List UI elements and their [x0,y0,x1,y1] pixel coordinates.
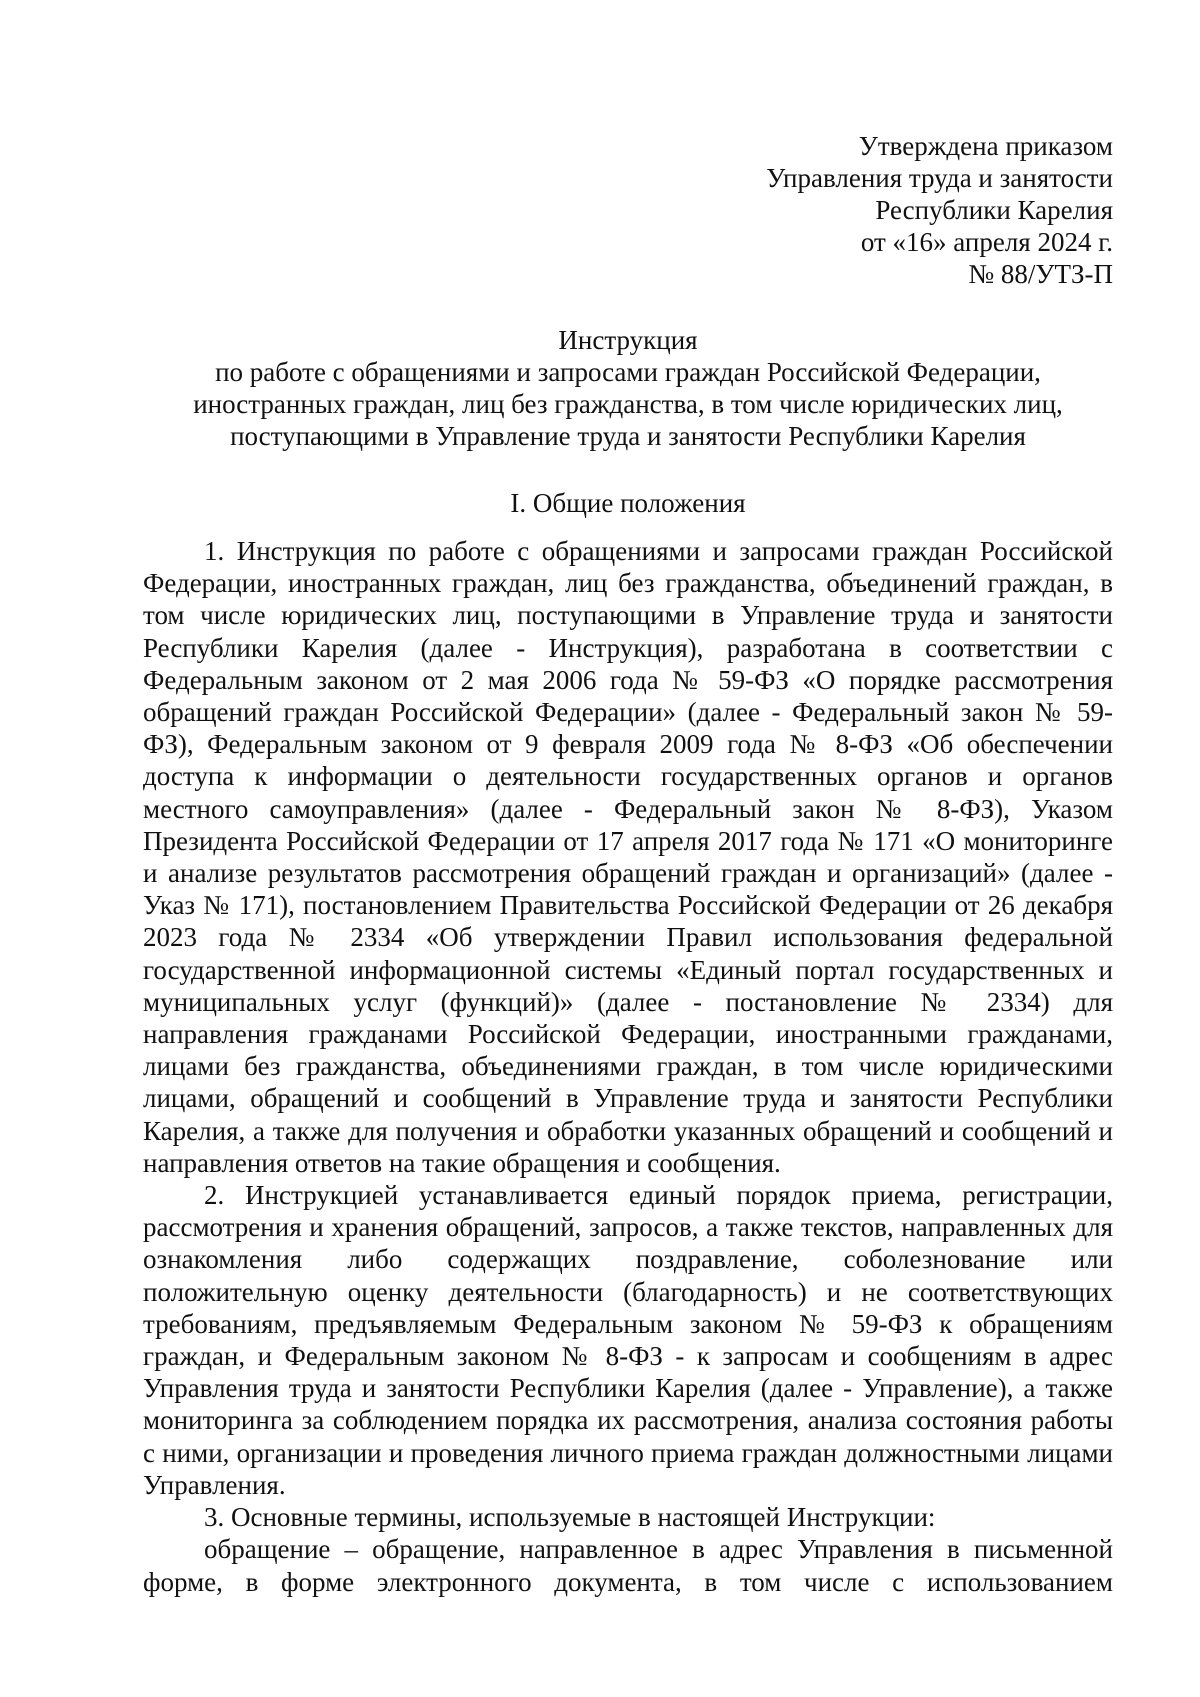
approval-date: от «16» апреля 2024 г. [860,227,1113,257]
approval-order-number: № 88/УТЗ-П [968,259,1113,289]
paragraph-2: 2. Инструкцией устанавливается единый порядок приема, регистрации, рассмотрения и хранения обращений, запросов, а также текстов, направленных для ознакомления либо содержащих поздравление, соболезнование или положительную оценку деятельности (благодарность) и не соответствующих требованиям, предъявляемым Федеральным законом № 59-ФЗ к обращениям граждан, и Федеральным законом № 8-ФЗ - к запросам и сообщениям в адрес Управления труда и занятости Республики Карелия (далее - Управление), а также мониторинга за соблюдением порядка их рассмотрения, анализа состояния работы с ними, организации и проведения личного приема граждан должностными лицами Управления. [143,1180,1113,1500]
document-subtitle-line: иностранных граждан, лиц без гражданства, в том числе юридических лиц, [193,389,1063,419]
approval-line: Утверждена приказом [858,131,1113,161]
approval-block [766,130,1113,290]
document-heading [143,324,1113,452]
paragraph-1: 1. Инструкция по работе с обращениями и запросами граждан Российской Федерации, иностранных граждан, лиц без гражданства, объединений граждан, в том числе юридических лиц, поступающими в Управление труда и занятости Республики Карелия (далее - Инструкция), разработана в соответствии с Федеральным законом от 2 мая 2006 года № 59-ФЗ «О порядке рассмотрения обращений граждан Российской Федерации» (далее - Федеральный закон № 59-ФЗ), Федеральным законом от 9 февраля 2009 года № 8-ФЗ «Об обеспечении доступа к информации о деятельности государственных органов и органов местного самоуправления» (далее - Федеральный закон № 8-ФЗ), Указом Президента Российской Федерации от 17 апреля 2017 года № 171 «О мониторинге и анализе результатов рассмотрения обращений граждан и организаций» (далее - Указ № 171), постановлением Правительства Российской Федерации от 26 декабря 2023 года № 2334 «Об утверждении Правил использования федеральной государственной информационной системы «Единый портал государственных и муниципальных услуг (функций)» (далее - постановление № 2334) для направления гражданами Российской Федерации, иностранными гражданами, лицами без гражданства, объединениями граждан, в том числе юридическими лицами, обращений и сообщений в Управление труда и занятости Республики Карелия, а также для получения и обработки указанных обращений и сообщений и направления ответов на такие обращения и сообщения. [143,536,1113,1178]
approval-line: Управления труда и занятости [766,163,1113,193]
document-title: Инструкция [558,325,698,355]
approval-line: Республики Карелия [875,195,1113,225]
paragraph-4: обращение – обращение, направленное в адрес Управления в письменной форме, в форме электронного документа, в том числе с использованием [143,1534,1113,1597]
paragraph-3: 3. Основные термины, используемые в настоящей Инструкции: [204,1502,936,1533]
document-subtitle-line: поступающими в Управление труда и занятости Республики Карелия [230,421,1026,451]
section-title: I. Общие положения [510,488,746,518]
document-subtitle-line: по работе с обращениями и запросами граждан Российской Федерации, [215,357,1041,387]
document-body [143,535,1113,1598]
